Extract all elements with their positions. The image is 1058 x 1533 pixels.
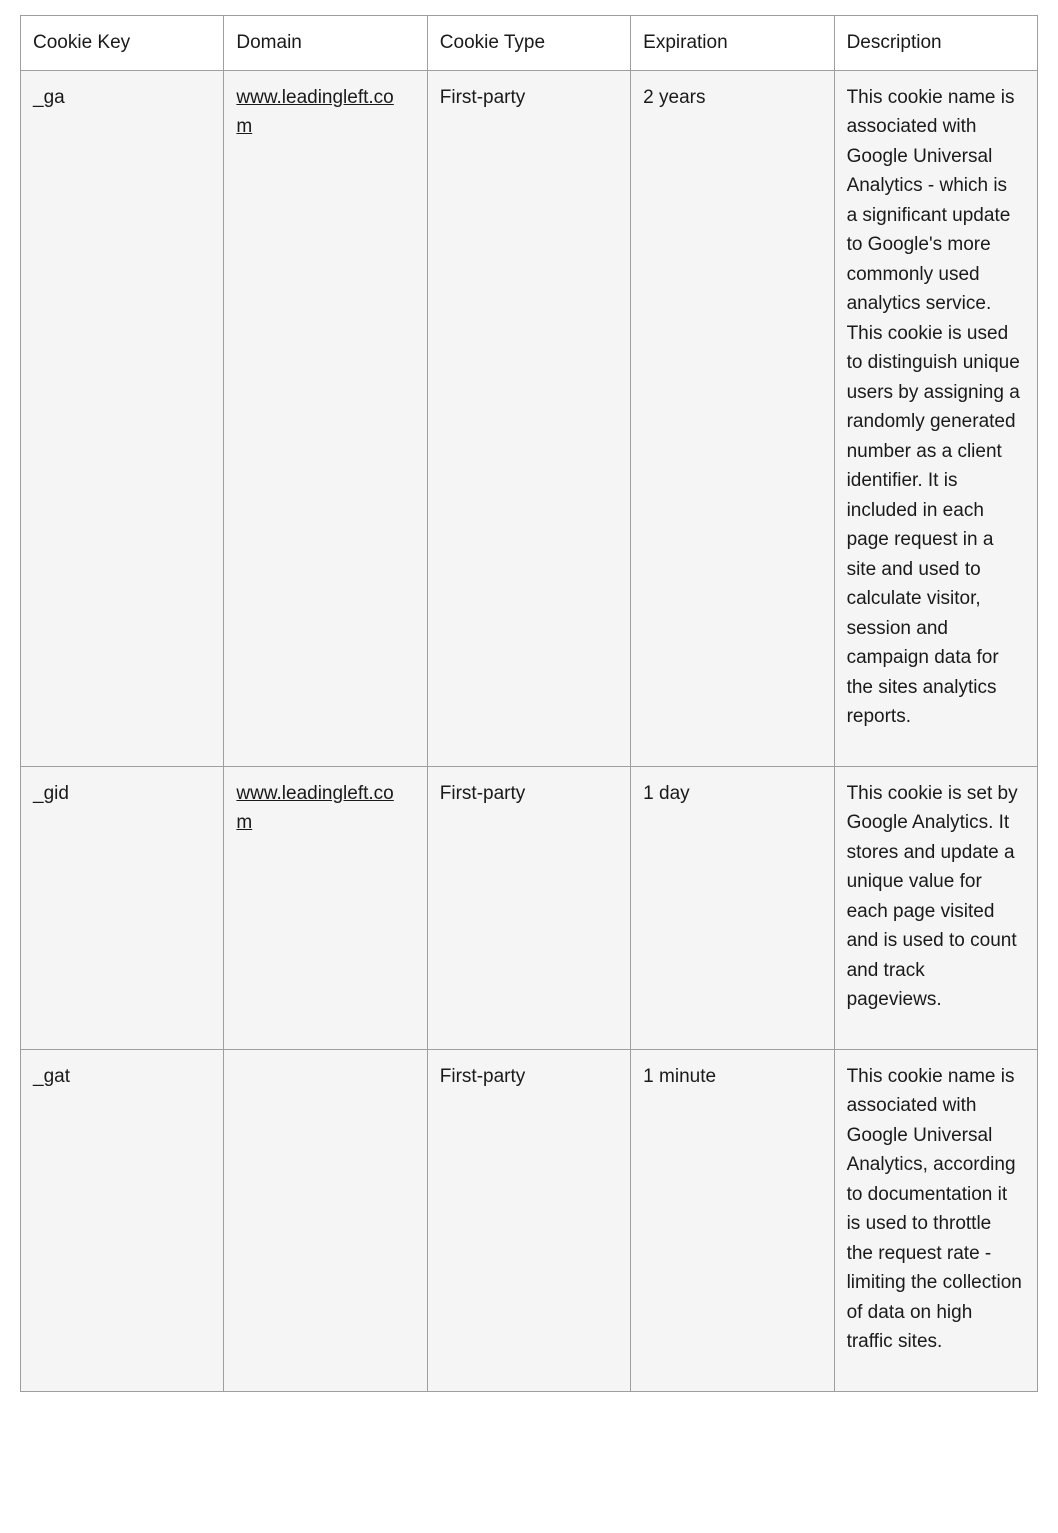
cell-expiration — [631, 70, 834, 766]
header-row — [21, 16, 1038, 71]
column-header-domain — [224, 16, 427, 71]
domain-link[interactable]: www.leadingleft.com — [236, 86, 394, 137]
domain-link[interactable]: www.leadingleft.com — [236, 782, 394, 833]
table-row — [21, 766, 1038, 1049]
table-body — [21, 70, 1038, 1391]
cell-domain-empty — [224, 1049, 427, 1391]
column-header-label: Description — [846, 32, 942, 53]
cookie-key-value: _gid — [33, 782, 69, 804]
expiration-value: 2 years — [643, 86, 706, 108]
column-header-label: Cookie Key — [33, 32, 131, 53]
cell-cookie-key — [21, 1049, 224, 1391]
cell-domain — [224, 766, 427, 1049]
cell-expiration — [631, 766, 834, 1049]
cookie-key-value: _gat — [33, 1065, 70, 1087]
cell-cookie-key — [21, 766, 224, 1049]
cell-cookie-type — [427, 1049, 630, 1391]
column-header-cookie-key — [21, 16, 224, 71]
column-header-label: Domain — [236, 32, 302, 53]
cell-expiration — [631, 1049, 834, 1391]
cell-description — [834, 1049, 1037, 1391]
cookie-table — [20, 15, 1038, 1392]
cookie-type-value: First-party — [439, 86, 526, 108]
column-header-label: Expiration — [643, 32, 728, 53]
cell-cookie-type — [427, 766, 630, 1049]
table-row — [21, 1049, 1038, 1391]
cell-domain — [224, 70, 427, 766]
table-header — [21, 16, 1038, 71]
cookie-type-value: First-party — [439, 782, 526, 804]
column-header-cookie-type — [427, 16, 630, 71]
column-header-expiration — [631, 16, 834, 71]
table-row — [21, 70, 1038, 766]
column-header-description — [834, 16, 1037, 71]
description-value: This cookie name is associated with Google Universal Analytics - which is a significant update to Google's more commonly used analytics service. This cookie is used to distinguish unique users by assigning a randomly generated number as a client identifier. It is included in each page request in a site and used to calculate visitor, session and campaign data for the sites analytics reports. — [846, 86, 1020, 727]
expiration-value: 1 day — [643, 782, 690, 804]
expiration-value: 1 minute — [643, 1065, 717, 1087]
description-value: This cookie is set by Google Analytics. It stores and update a unique value for each page visited and is used to count and track pageviews. — [846, 782, 1018, 1010]
cell-cookie-type — [427, 70, 630, 766]
description-value: This cookie name is associated with Google Universal Analytics, according to documentation it is used to throttle the request rate - limiting the collection of data on high traffic sites. — [846, 1065, 1022, 1352]
cookie-type-value: First-party — [439, 1065, 526, 1087]
column-header-label: Cookie Type — [439, 32, 546, 53]
cookie-key-value: _ga — [33, 86, 65, 108]
cell-description — [834, 70, 1037, 766]
cell-description — [834, 766, 1037, 1049]
cell-cookie-key — [21, 70, 224, 766]
